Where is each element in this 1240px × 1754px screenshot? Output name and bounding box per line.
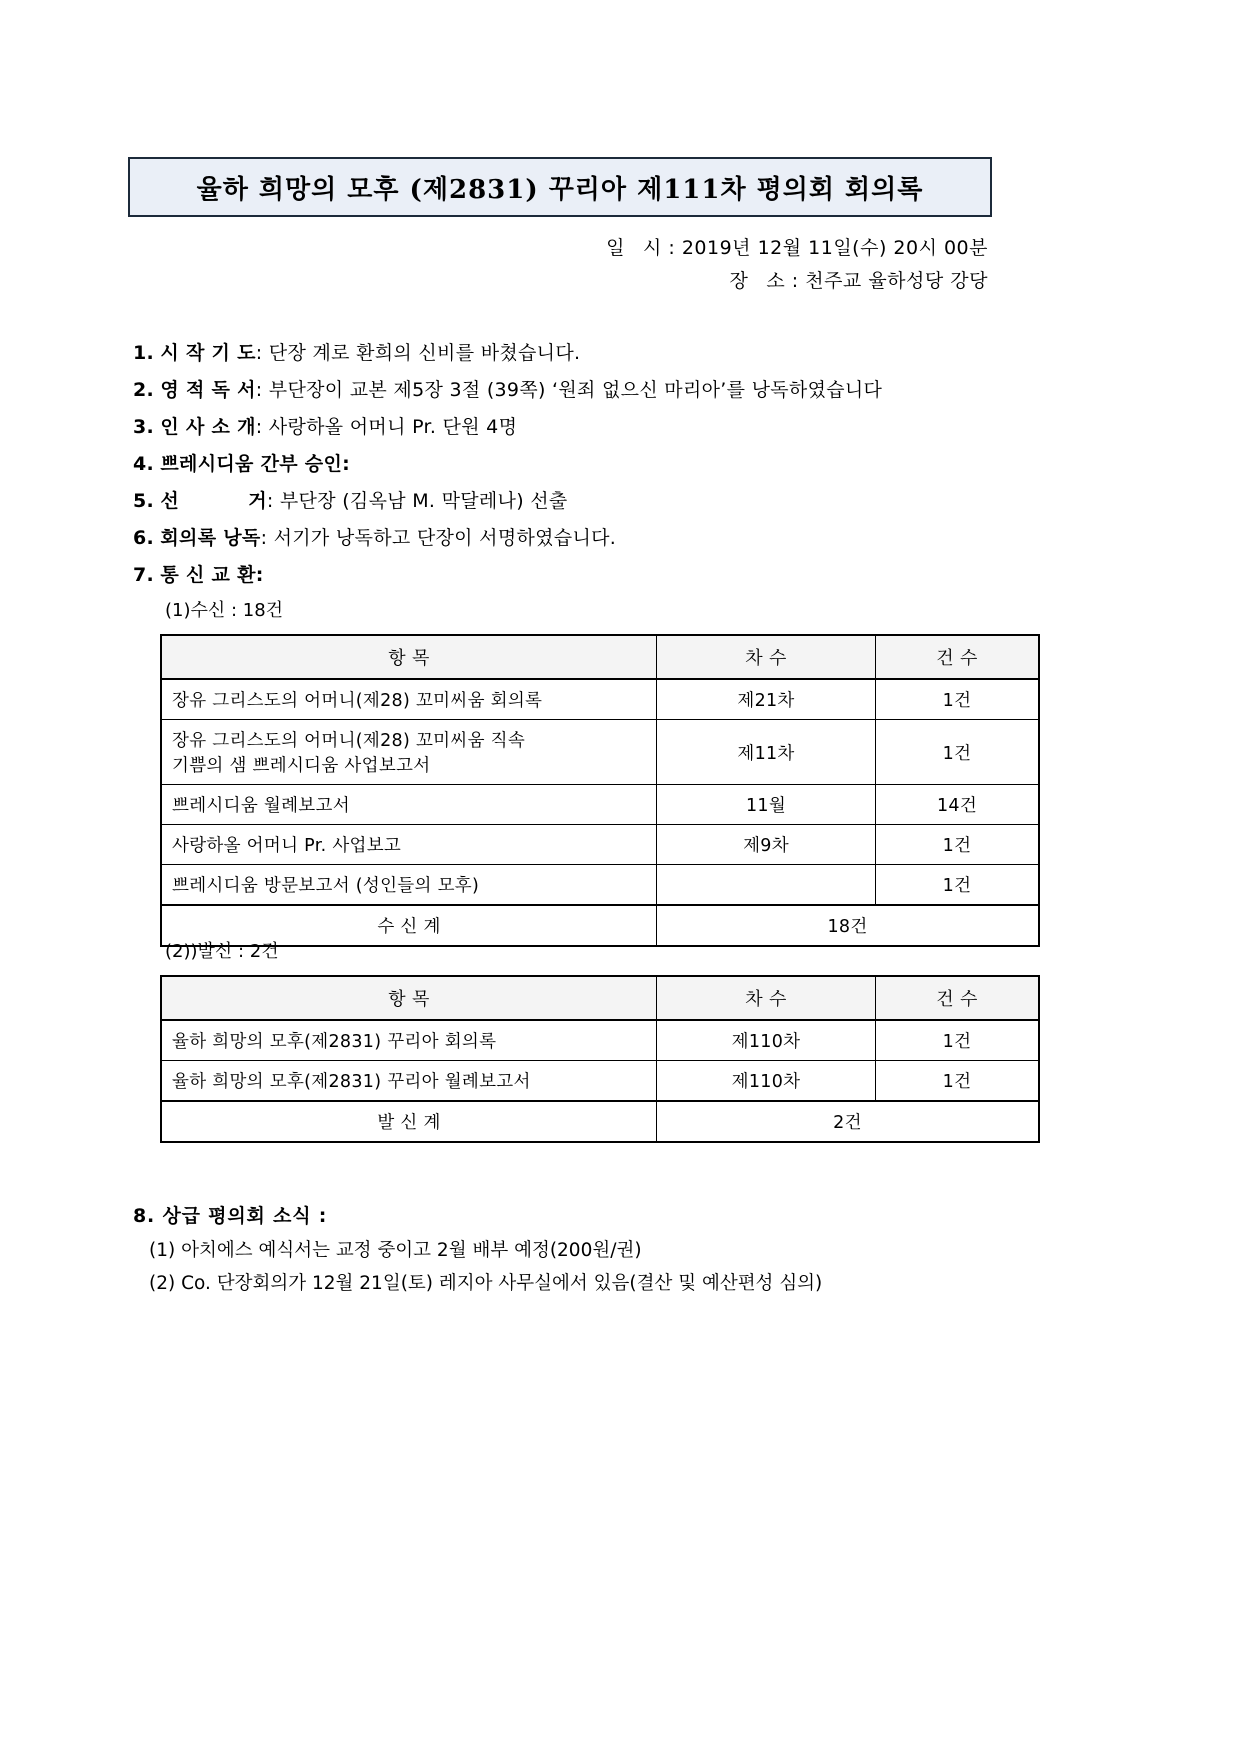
table-total-row (161, 905, 1039, 946)
agenda-item-value: : (342, 453, 351, 475)
received-total-value: 18건 (657, 905, 1040, 946)
agenda-item (133, 520, 1133, 557)
cell-item: 율하 희망의 모후(제2831) 꾸리아 월례보고서 (161, 1061, 657, 1102)
column-header-item: 항 목 (161, 976, 657, 1020)
cell-gun: 1건 (876, 825, 1040, 865)
agenda-item-label: 선 거 (160, 490, 267, 512)
place-value: : 천주교 율하성당 강당 (791, 270, 988, 292)
datetime-label: 일 (606, 237, 625, 259)
agenda-item-value: : 부단장 (김옥남 M. 막달레나) 선출 (266, 490, 568, 512)
cell-item-line-1: 장유 그리스도의 어머니(제28) 꼬미씨움 직속 (172, 731, 526, 751)
cell-cha: 제110차 (657, 1061, 876, 1102)
cell-item: 율하 희망의 모후(제2831) 꾸리아 회의록 (161, 1020, 657, 1061)
table-row (161, 679, 1039, 720)
cell-gun: 1건 (876, 679, 1040, 720)
table-total-row (161, 1101, 1039, 1142)
column-header-gun: 건 수 (876, 976, 1040, 1020)
table-row (161, 785, 1039, 825)
received-table-wrapper (160, 634, 976, 947)
agenda-item-value: : 서기가 낭독하고 단장이 서명하였습니다. (260, 527, 617, 549)
meeting-datetime-line (0, 232, 988, 265)
datetime-value: : 2019년 12월 11일(수) 20시 00분 (668, 237, 988, 259)
agenda-item-value: : 사랑하올 어머니 Pr. 단원 4명 (255, 416, 518, 438)
cell-cha: 제9차 (657, 825, 876, 865)
agenda-item (133, 483, 1133, 520)
cell-cha: 제11차 (657, 720, 876, 785)
section-8-line: (1) 아치에스 예식서는 교정 중이고 2월 배부 예정(200원/권) (149, 1240, 642, 1261)
place-label: 장 (729, 270, 749, 292)
agenda-item (133, 557, 1133, 594)
cell-item: 사랑하올 어머니 Pr. 사업보고 (161, 825, 657, 865)
table-row (161, 1061, 1039, 1102)
agenda-item-label: 통 신 교 환 (160, 564, 256, 586)
column-header-item: 항 목 (161, 635, 657, 679)
agenda-item (133, 446, 1133, 483)
cell-gun: 14건 (876, 785, 1040, 825)
cell-cha: 11월 (657, 785, 876, 825)
agenda-item-label: 쁘레시디움 간부 승인 (160, 453, 343, 475)
cell-item: 장유 그리스도의 어머니(제28) 꼬미씨움 회의록 (161, 679, 657, 720)
sent-caption-wrapper (165, 935, 279, 969)
datetime-label-2: 시 (642, 237, 662, 259)
cell-cha: 제21차 (657, 679, 876, 720)
sent-caption: (2))발신 : 2건 (165, 941, 279, 962)
received-total-label: 수 신 계 (161, 905, 657, 946)
column-header-cha: 차 수 (657, 976, 876, 1020)
cell-cha (657, 865, 876, 906)
agenda-item-number: 2. (133, 379, 155, 401)
sent-total-label: 발 신 계 (161, 1101, 657, 1142)
agenda-item-label: 회의록 낭독 (160, 527, 261, 549)
cell-gun: 1건 (876, 1061, 1040, 1102)
column-header-gun: 건 수 (876, 635, 1040, 679)
cell-item (161, 720, 657, 785)
agenda-item-label: 시 작 기 도 (160, 342, 256, 364)
column-header-cha: 차 수 (657, 635, 876, 679)
agenda-item-number: 5. (133, 490, 155, 512)
agenda-item-label: 영 적 독 서 (160, 379, 256, 401)
sent-total-value: 2건 (657, 1101, 1040, 1142)
received-caption: (1)수신 : 18건 (165, 600, 284, 621)
table-header-row (161, 976, 1039, 1020)
section-8-line: (2) Co. 단장회의가 12월 21일(토) 레지아 사무실에서 있음(결산 및 예산편성 심의) (149, 1273, 823, 1294)
cell-cha: 제110차 (657, 1020, 876, 1061)
sent-table (160, 975, 1040, 1143)
agenda-item-number: 6. (133, 527, 155, 549)
agenda-item-value: : 부단장이 교본 제5장 3절 (39쪽) ‘원죄 없으신 마리아’를 낭독하였습니다 (255, 379, 883, 401)
agenda-item-number: 3. (133, 416, 155, 438)
agenda-item-number: 1. (133, 342, 155, 364)
cell-item-line-2: 기쁨의 샘 쁘레시디움 사업보고서 (172, 756, 431, 776)
cell-gun: 1건 (876, 720, 1040, 785)
agenda-item-number: 7. (133, 564, 155, 586)
meeting-meta (0, 232, 988, 298)
table-row (161, 720, 1039, 785)
agenda-item-label: 인 사 소 개 (160, 416, 256, 438)
table-row (161, 1020, 1039, 1061)
agenda-item (133, 372, 1133, 409)
page-title: 율하 희망의 모후 (제2831) 꾸리아 제111차 평의회 회의록 (196, 174, 924, 205)
document-title-box (128, 157, 992, 217)
table-header-row (161, 635, 1039, 679)
agenda-item-number: 4. (133, 453, 155, 475)
cell-gun: 1건 (876, 1020, 1040, 1061)
table-row (161, 865, 1039, 906)
agenda-item-list (133, 335, 1133, 628)
section-8 (133, 1198, 1133, 1300)
meeting-place-line (0, 265, 988, 298)
agenda-item-value: : (255, 564, 264, 586)
place-label-2: 소 (766, 270, 786, 292)
sent-table-wrapper (160, 975, 976, 1143)
agenda-item-value: : 단장 계로 환희의 신비를 바쳤습니다. (255, 342, 581, 364)
table-row (161, 825, 1039, 865)
agenda-item (133, 335, 1133, 372)
agenda-item (133, 409, 1133, 446)
cell-item: 쁘레시디움 방문보고서 (성인들의 모후) (161, 865, 657, 906)
received-table (160, 634, 1040, 947)
section-8-heading: 8. 상급 평의회 소식 : (133, 1205, 328, 1227)
cell-item: 쁘레시디움 월례보고서 (161, 785, 657, 825)
cell-gun: 1건 (876, 865, 1040, 906)
